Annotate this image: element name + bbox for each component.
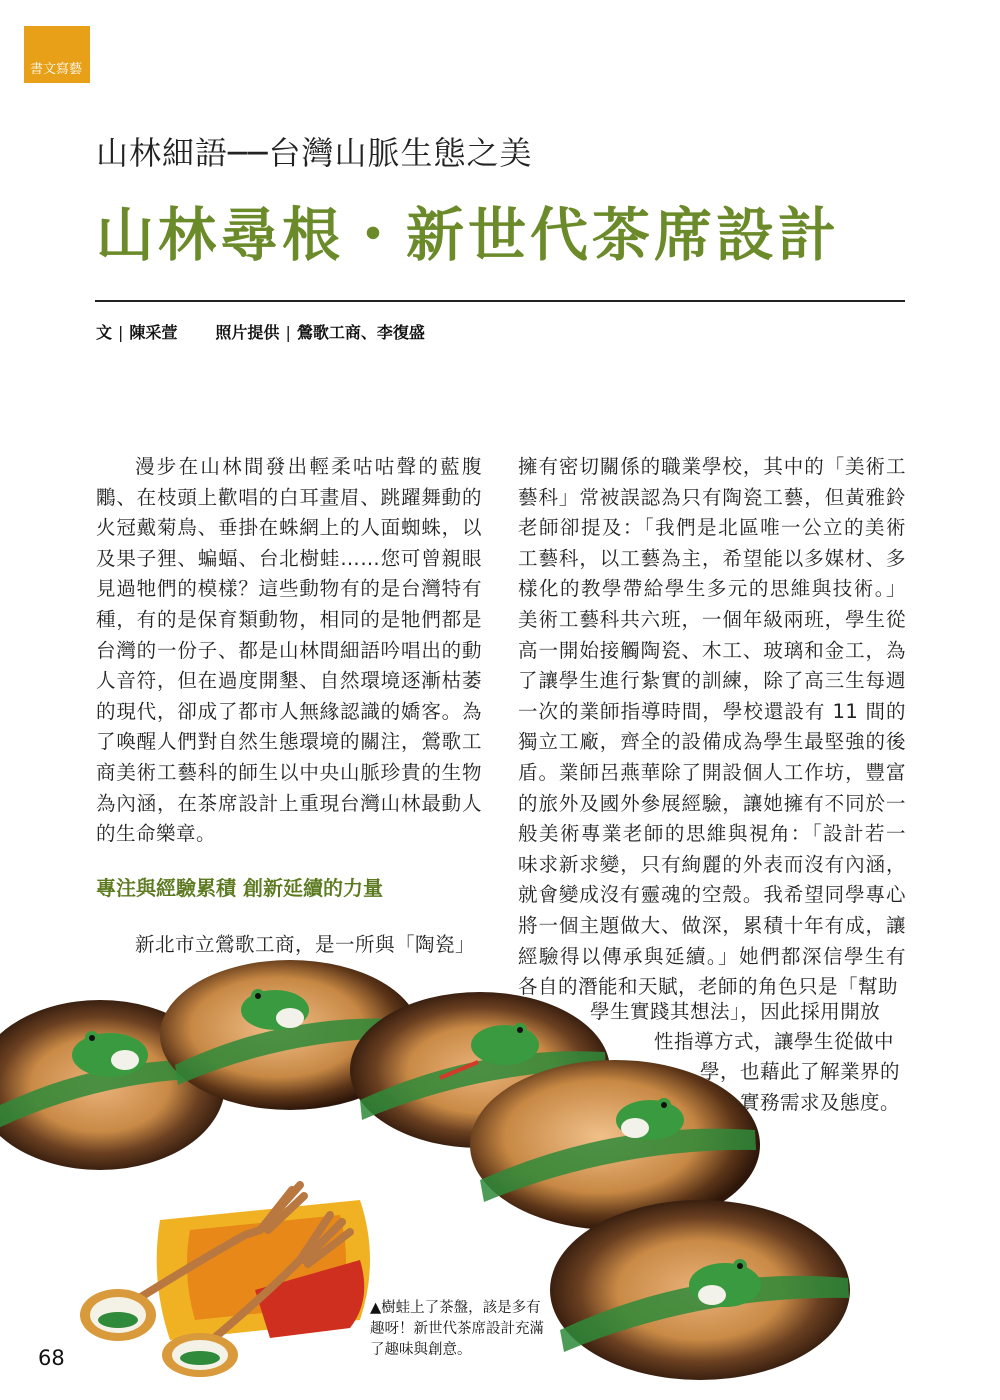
left-column xyxy=(96,452,482,850)
author-label: 文 xyxy=(96,323,113,342)
photo-label: 照片提供 xyxy=(215,323,280,342)
wrapped-text-line: 學生實踐其想法」，因此採用開放 xyxy=(590,1000,881,1023)
article-title: 山林尋根・新世代茶席設計 xyxy=(96,201,841,269)
intro-paragraph: 漫步在山林間發出輕柔咕咕聲的藍腹鷴、在枝頭上歡唱的白耳畫眉、跳躍舞動的火冠戴菊鳥、垂掛在蛛網上的人面蜘蛛，以及果子狸、蝙蝠、台北樹蛙……您可曾親眼見過牠們的模樣？這些動物有的是台灣特有種，有的是保育類動物，相同的是牠們都是台灣的一份子、都是山林間細語吟唱出的動人音符，但在過度開墾、自然環境逐漸枯萎的現代，卻成了都市人無緣認識的嬌客。為了喚醒人們對自然生態環境的關注，鶯歌工商美術工藝科的師生以中央山脈珍貴的生物為內涵，在茶席設計上重現台灣山林最動人的生命樂章。 xyxy=(96,455,482,846)
credit-separator: | xyxy=(285,323,291,342)
section-subheading: 專注與經驗累積 創新延續的力量 xyxy=(96,876,383,900)
plate xyxy=(550,1200,850,1380)
wrapped-text-line: 性指導方式，讓學生從做中 xyxy=(654,1030,895,1053)
photo-source: 鶯歌工商、李復盛 xyxy=(296,323,425,342)
section-tab: 書文寫藝 xyxy=(24,26,90,83)
right-column-paragraph: 擁有密切關係的職業學校，其中的「美術工藝科」常被誤認為只有陶瓷工藝，但黃雅鈴老師卻提及：「我們是北區唯一公立的美術工藝科，以工藝為主，希望能以多媒材、多樣化的教學帶給學生多元的思維與技術。」美術工藝科共六班，一個年級兩班，學生從高一開始接觸陶瓷、木工、玻璃和金工，為了讓學生進行紮實的訓練，除了高三生每週一次的業師指導時間，學校還設有 11 間的獨立工廠，齊全的設備成為學生最堅強的後盾。業師呂燕華除了開設個人工作坊，豐富的旅外及國外參展經驗，讓她擁有不同於一般美術專業老師的思維與視角：「設計若一味求新求變，只有絢麗的外表而沒有內涵，就會變成沒有靈魂的空殼。我希望同學專心將一個主題做大、做深，累積十年有成，讓經驗得以傳承與延續。」她們都深信學生有各自的潛能和天賦，老師的角色只是「幫助 xyxy=(518,455,906,999)
author-name: 陳采萱 xyxy=(129,323,178,342)
article-kicker: 山林細語──台灣山脈生態之美 xyxy=(96,134,533,172)
title-rule xyxy=(95,300,905,302)
credits-line xyxy=(96,320,425,343)
credit-separator: | xyxy=(118,323,124,342)
left-column-continued xyxy=(96,930,482,961)
photo-credit xyxy=(215,320,424,343)
wrapped-text-line: 實務需求及態度。 xyxy=(740,1091,901,1114)
second-paragraph-start: 新北市立鶯歌工商，是一所與「陶瓷」 xyxy=(135,933,476,956)
photo-caption: ▲樹蛙上了茶盤，該是多有趣呀！新世代茶席設計充滿了趣味與創意。 xyxy=(370,1300,544,1358)
right-column xyxy=(518,452,906,1003)
page-number: 68 xyxy=(38,1346,65,1370)
wrapped-text-line: 學，也藉此了解業界的 xyxy=(700,1060,901,1083)
author-credit xyxy=(96,320,177,343)
